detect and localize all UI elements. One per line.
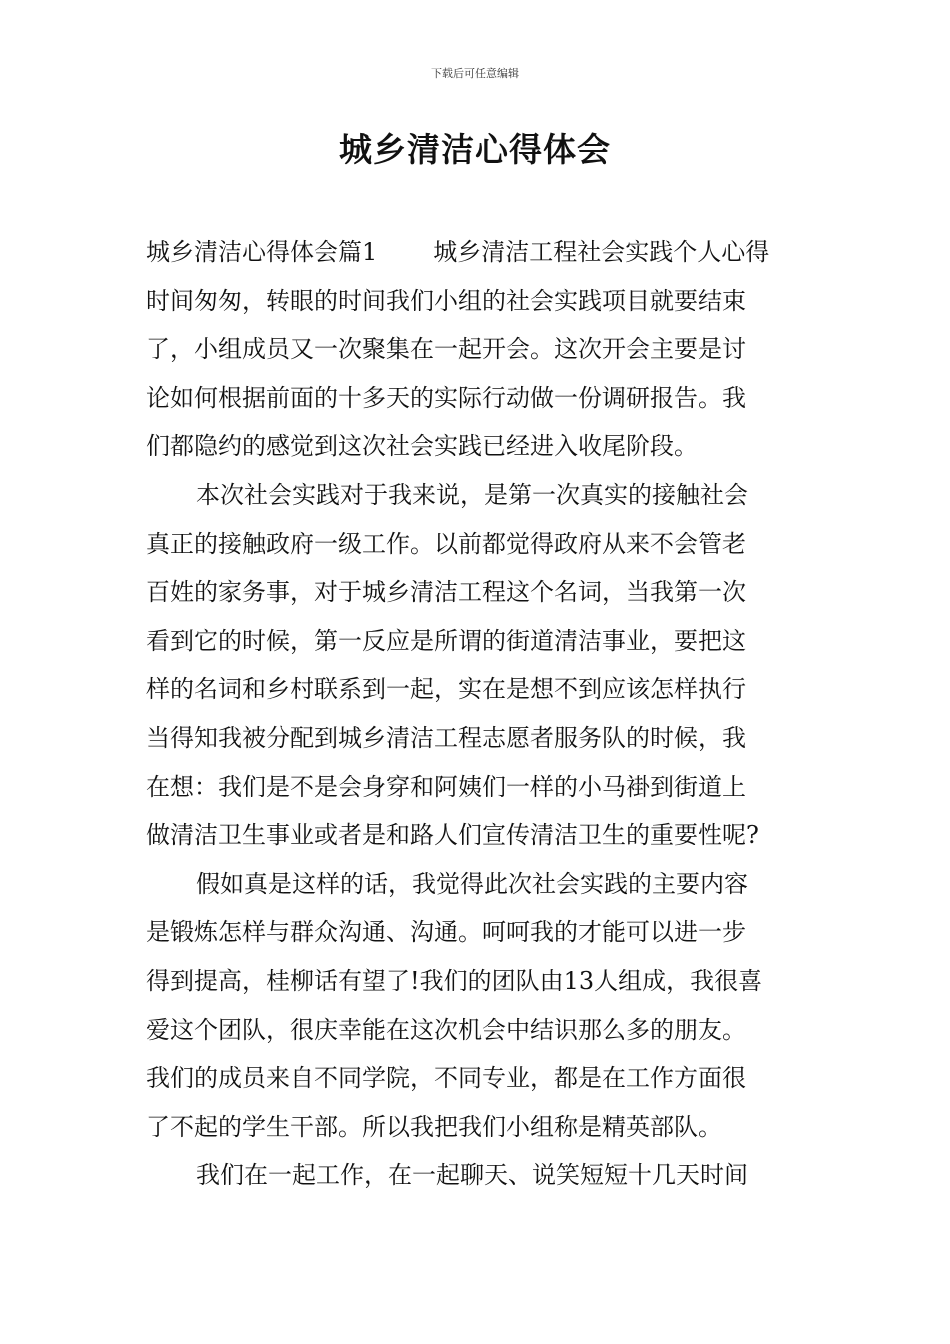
text-line: 是锻炼怎样与群众沟通、沟通。呵呵我的才能可以进一步 bbox=[146, 918, 746, 947]
text-line: 真正的接触政府一级工作。以前都觉得政府从来不会管老 bbox=[146, 529, 746, 558]
text-line: 了不起的学生干部。所以我把我们小组称是精英部队。 bbox=[146, 1112, 722, 1141]
section-label: 城乡清洁心得体会篇1 bbox=[146, 238, 378, 266]
text-line: 做清洁卫生事业或者是和路人们宣传清洁卫生的重要性呢? bbox=[146, 821, 759, 850]
text-line: 得到提高，桂柳话有望了!我们的团队由13人组成，我很喜 bbox=[146, 966, 763, 995]
text-line: 我们在一起工作，在一起聊天、说笑短短十几天时间 bbox=[196, 1161, 748, 1190]
text-line: 看到它的时候，第一反应是所谓的街道清洁事业，要把这 bbox=[146, 626, 746, 655]
paragraph bbox=[146, 277, 808, 471]
text-line: 我们的成员来自不同学院，不同专业，都是在工作方面很 bbox=[146, 1064, 746, 1093]
text-line: 假如真是这样的话，我觉得此次社会实践的主要内容 bbox=[196, 869, 748, 898]
section-heading: 城乡清洁工程社会实践个人心得 bbox=[433, 238, 770, 266]
paragraph-list bbox=[146, 277, 808, 1200]
text-line: 爱这个团队，很庆幸能在这次机会中结识那么多的朋友。 bbox=[146, 1015, 746, 1044]
text-line: 们都隐约的感觉到这次社会实践已经进入收尾阶段。 bbox=[146, 432, 698, 461]
document-body bbox=[146, 228, 808, 1200]
intro-line bbox=[146, 228, 808, 277]
header-note: 下载后可任意编辑 bbox=[431, 67, 519, 80]
text-line: 样的名词和乡村联系到一起，实在是想不到应该怎样执行 bbox=[146, 675, 746, 704]
text-line: 本次社会实践对于我来说，是第一次真实的接触社会 bbox=[196, 480, 748, 509]
text-line: 百姓的家务事，对于城乡清洁工程这个名词，当我第一次 bbox=[146, 578, 746, 607]
paragraph bbox=[146, 471, 808, 860]
text-line: 时间匆匆，转眼的时间我们小组的社会实践项目就要结束 bbox=[146, 286, 746, 315]
text-line bbox=[146, 228, 808, 277]
text-line: 论如何根据前面的十多天的实际行动做一份调研报告。我 bbox=[146, 383, 746, 412]
page-title: 城乡清洁心得体会 bbox=[339, 130, 611, 169]
text-line: 了，小组成员又一次聚集在一起开会。这次开会主要是讨 bbox=[146, 335, 746, 364]
text-line: 在想：我们是不是会身穿和阿姨们一样的小马褂到街道上 bbox=[146, 772, 746, 801]
text-line: 当得知我被分配到城乡清洁工程志愿者服务队的时候，我 bbox=[146, 723, 746, 752]
paragraph bbox=[146, 860, 808, 1152]
paragraph bbox=[146, 1151, 808, 1200]
